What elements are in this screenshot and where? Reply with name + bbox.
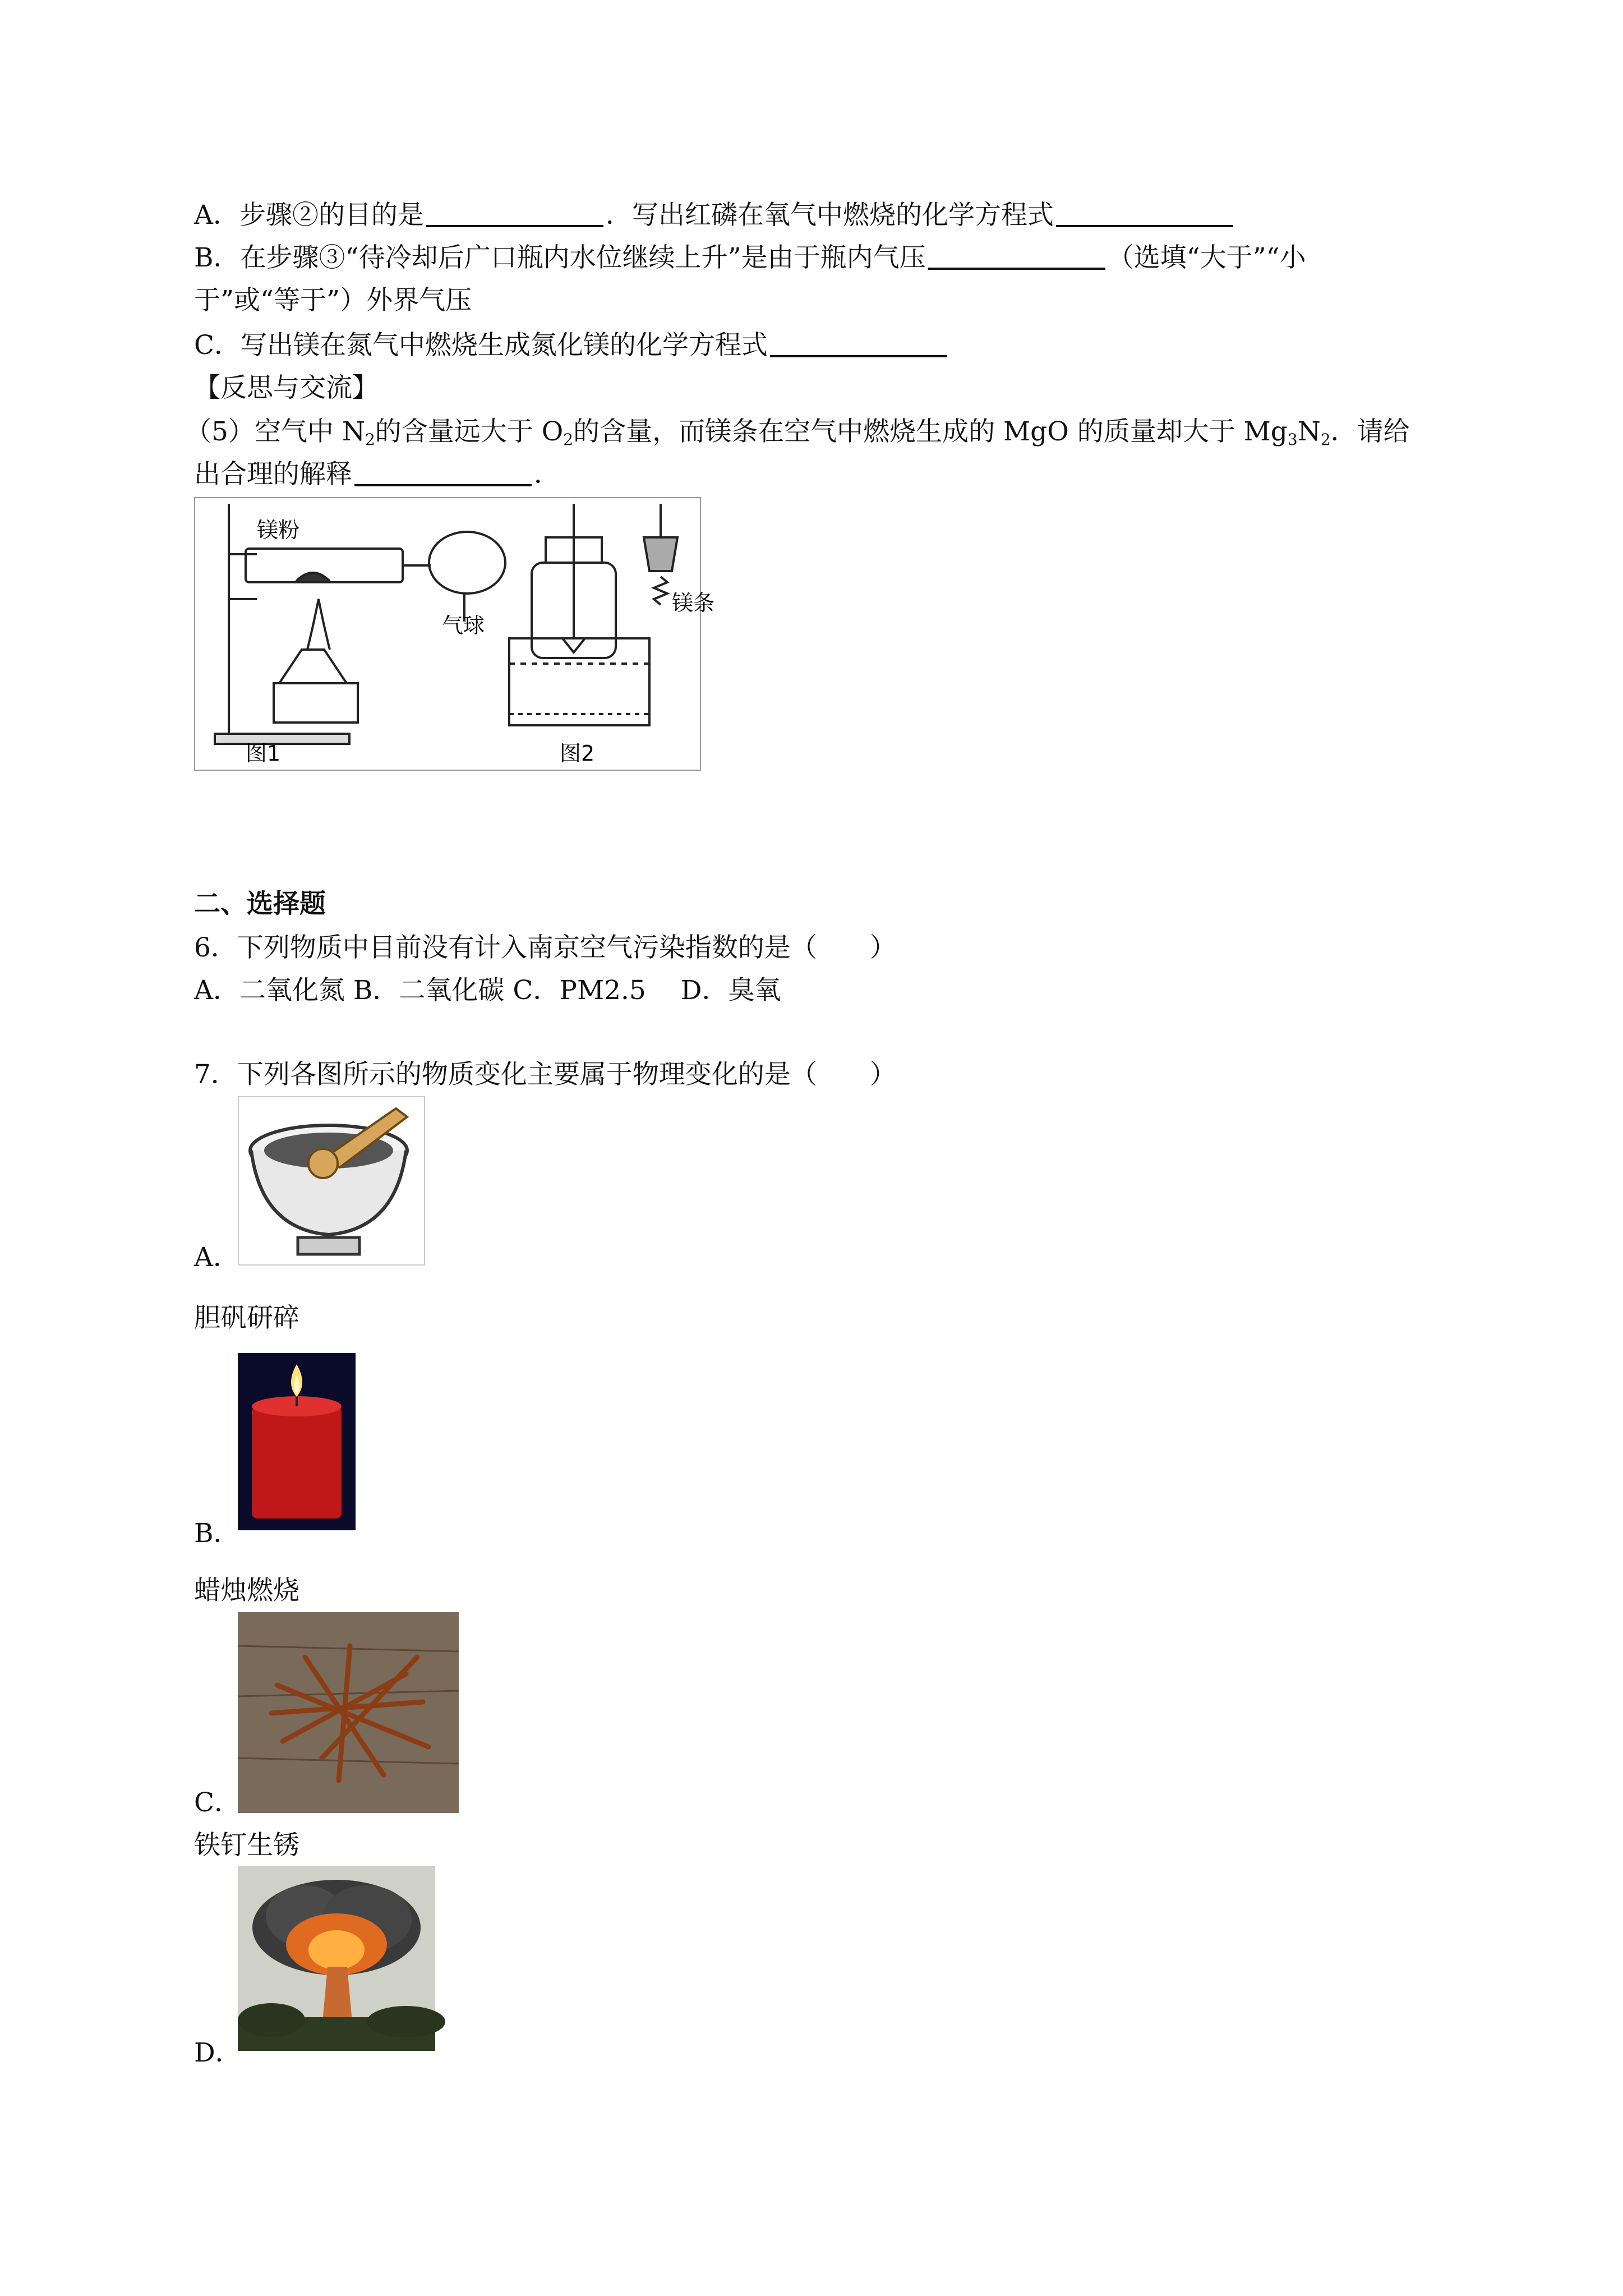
burning-candle-illustration [238,1353,356,1530]
option-a-caption: 胆矾研碎 [194,1303,299,1333]
option-b-letter: B． [194,1518,240,1549]
answer-blank[interactable] [354,462,532,486]
apparatus-figure [194,497,715,771]
apparatus-diagram [195,498,715,770]
q5-text-c: 的含量，而镁条在空气中燃烧生成的 MgO 的质量却大于 Mg [573,416,1288,447]
line-a-text-1: A．步骤②的目的是 [194,200,424,231]
subscript: 2 [1320,430,1331,449]
reflect-heading: 【反思与交流】 [194,372,379,403]
rusty-nails-illustration [238,1612,459,1813]
answer-blank[interactable] [770,333,947,357]
q5-text-e: ．请给 [1330,416,1410,447]
line-c [194,330,949,361]
explosion-illustration [238,1866,435,2051]
answer-blank[interactable] [426,203,603,227]
label-mg-powder: 镁粉 [257,518,300,542]
line-b-text-1: B．在步骤③“待冷却后广口瓶内水位继续上升”是由于瓶内气压 [194,242,926,273]
option-d-letter: D． [194,2037,242,2068]
q6-stem: 6．下列物质中目前没有计入南京空气污染指数的是（ ） [194,932,896,963]
q7-stem: 7．下列各图所示的物质变化主要属于物理变化的是（ ） [194,1059,896,1090]
q5-text-d: N [1297,416,1321,447]
candle-image[interactable] [238,1353,356,1530]
option-a-letter: A． [194,1242,239,1273]
q5-line [185,416,1410,448]
answer-blank[interactable] [1056,203,1233,227]
line-a [194,200,1235,231]
q5-text-b: 的含量远大于 O [375,416,564,447]
line-b-cont: 于”或“等于”）外界气压 [194,285,472,316]
fig1-label: 图1 [246,741,281,766]
line-b [194,242,1306,274]
mortar-pestle-illustration [239,1097,424,1264]
q5-line-2 [194,459,560,490]
line-a-text-2: ．写出红磷在氧气中燃烧的化学方程式 [605,200,1054,231]
option-b-caption: 蜡烛燃烧 [194,1575,299,1606]
rusty-nails-image[interactable] [238,1612,459,1813]
option-c-caption: 铁钉生锈 [194,1830,299,1861]
answer-blank[interactable] [928,245,1105,270]
q5-text-end: ． [534,459,560,490]
explosion-image[interactable] [238,1866,435,2051]
line-c-text: C．写出镁在氮气中燃烧生成氮化镁的化学方程式 [194,330,768,361]
option-c-letter: C． [194,1787,241,1818]
label-balloon: 气球 [442,613,485,638]
subscript: 2 [365,430,375,449]
subscript: 3 [1287,430,1298,449]
q5-text-f: 出合理的解释 [194,459,352,490]
q6-options: A．二氧化氮 B．二氧化碳 C．PM2.5 D．臭氧 [194,975,781,1006]
q5-text-a: （5）空气中 N [185,416,365,447]
mortar-image[interactable] [238,1096,425,1266]
subscript: 2 [563,430,574,449]
line-b-text-2: （选填“大于”“小 [1107,242,1306,273]
label-mg-strip: 镁条 [672,591,715,615]
section2-heading: 二、选择题 [194,889,326,919]
fig2-label: 图2 [560,741,595,766]
